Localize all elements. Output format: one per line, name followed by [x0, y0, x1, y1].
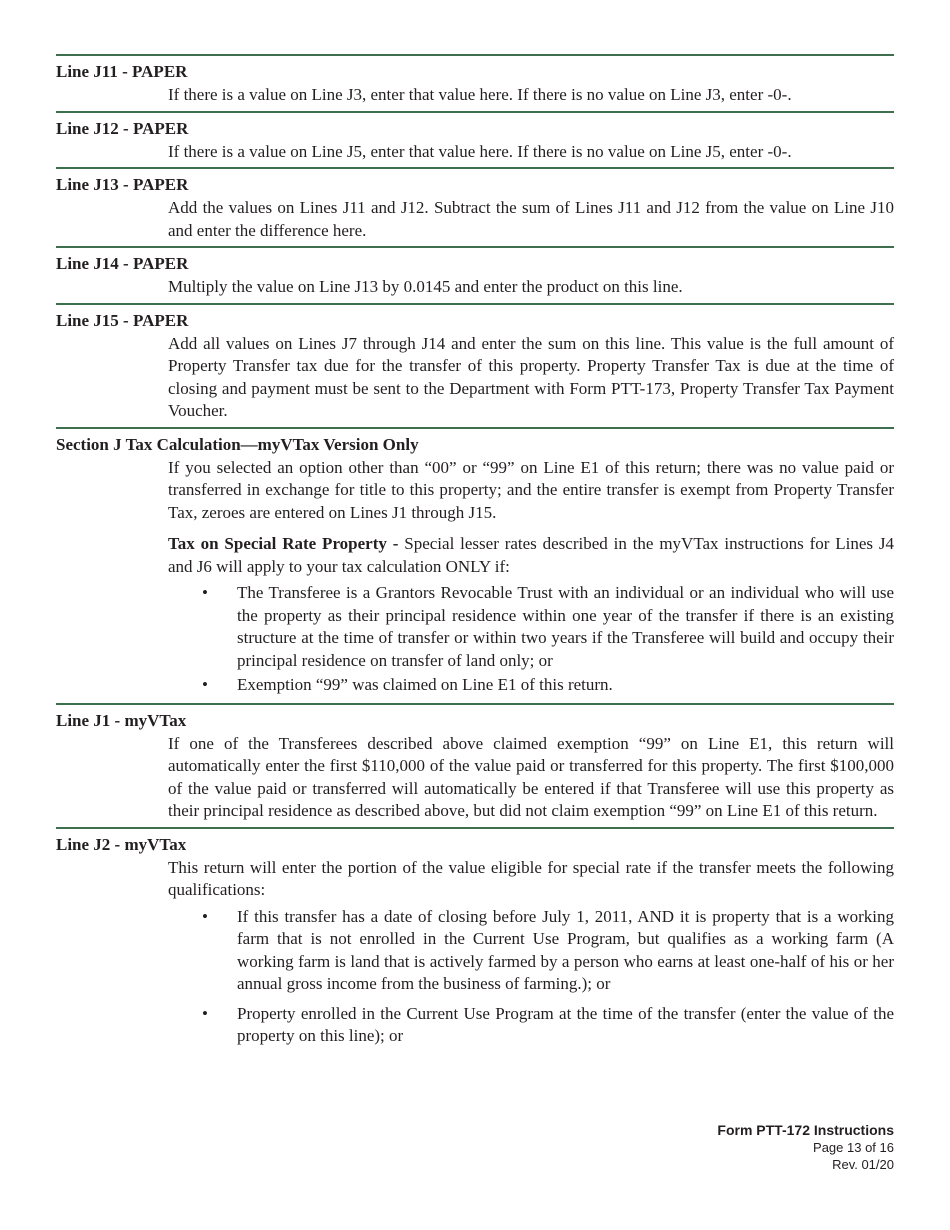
paragraph: Add all values on Lines J7 through J14 and enter the sum on this line. This value is the full amount of Property Transfer tax due for the transfer of this property. Property Transfer Tax is due at the time of closing and payment must be sent to the Department with Form PTT-173, Property Transfer Tax Payment Voucher.: [168, 333, 894, 420]
section-heading: Line J15 - PAPER: [56, 310, 189, 330]
section-body: [168, 333, 894, 423]
section-j-myvtax: [56, 427, 894, 703]
document-body: [56, 54, 894, 1059]
list-item: [168, 582, 894, 672]
page-number: Page 13 of 16: [813, 1140, 894, 1155]
section-heading: Section J Tax Calculation—myVTax Version Only: [56, 434, 419, 454]
paragraph: If there is a value on Line J3, enter that value here. If there is no value on Line J3, enter -0-.: [168, 85, 792, 104]
paragraph: If you selected an option other than “00” or “99” on Line E1 of this return; there was no value paid or transferred in exchange for title to this property; and the entire transfer is exempt from Property Transfer Tax, zeroes are entered on Lines J1 through J15.: [168, 457, 894, 522]
section-heading: Line J14 - PAPER: [56, 254, 189, 273]
bullet-icon: •: [202, 675, 208, 694]
bullet-icon: •: [202, 906, 208, 926]
section-line-j15: [56, 303, 894, 427]
section-line-j13: [56, 167, 894, 246]
special-rate-text: Special lesser rates described in the myVTax instructions for Lines J4 and J6 will apply to your tax calculation ONLY if:: [168, 534, 894, 576]
section-line-j2-myvtax: [56, 827, 894, 1059]
section-heading: Line J2 - myVTax: [56, 834, 187, 854]
section-line-j14: [56, 246, 894, 303]
section-line-j12: [56, 111, 894, 168]
list-item: [168, 674, 894, 697]
section-body: [168, 733, 894, 823]
list-item: [168, 906, 894, 996]
page-footer: [717, 1121, 894, 1173]
section-body: [168, 457, 894, 697]
section-body: [168, 197, 894, 242]
paragraph: Add the values on Lines J11 and J12. Subtract the sum of Lines J11 and J12 from the value on Line J10 and enter the difference here.: [168, 198, 894, 240]
list-item-text: Exemption “99” was claimed on Line E1 of this return.: [237, 675, 613, 694]
section-line-j1-myvtax: [56, 703, 894, 827]
special-rate-lead: Tax on Special Rate Property -: [168, 534, 399, 553]
section-heading: Line J12 - PAPER: [56, 118, 189, 138]
revision-date: Rev. 01/20: [832, 1157, 894, 1172]
list-item-text: The Transferee is a Grantors Revocable Trust with an individual or an individual who will use the property as their principal residence within one year of the transfer if there is an existing structure at the time of transfer or within two years if the Transferee will build and occupy their principal residence on transfer of land only; or: [237, 583, 894, 670]
section-body: [168, 857, 894, 1048]
paragraph: Multiply the value on Line J13 by 0.0145 and enter the product on this line.: [168, 277, 683, 296]
paragraph: This return will enter the portion of the value eligible for special rate if the transfer meets the following qualifications:: [168, 857, 894, 899]
section-heading: Line J11 - PAPER: [56, 62, 188, 81]
section-body: [168, 84, 894, 107]
list-item-text: Property enrolled in the Current Use Program at the time of the transfer (enter the value of the property on this line); or: [237, 1003, 894, 1045]
paragraph: If one of the Transferees described above claimed exemption “99” on Line E1, this return will automatically enter the first $110,000 of the value paid or transferred for this property. The first $100,000 of the value paid or transferred will automatically be entered if that Transferee will use this property as their principal residence as described above, but did not claim exemption “99” on Line E1 of this return.: [168, 733, 894, 820]
section-body: [168, 276, 894, 299]
bullet-icon: •: [202, 1003, 208, 1023]
bullet-list: [168, 906, 894, 1048]
section-heading: Line J1 - myVTax: [56, 710, 187, 730]
bullet-icon: •: [202, 583, 208, 602]
bullet-list: [168, 582, 894, 697]
section-line-j11: [56, 54, 894, 111]
list-item-text: If this transfer has a date of closing before July 1, 2011, AND it is property that is a working farm that is not enrolled in the Current Use Program, but qualifies as a working farm (A working farm is land that is actively farmed by a person who earns at least one-half of his or her annual gross income from the business of farming.); or: [237, 906, 894, 993]
list-item: [168, 1003, 894, 1048]
section-body: [168, 141, 894, 164]
paragraph: If there is a value on Line J5, enter that value here. If there is no value on Line J5, enter -0-.: [168, 141, 792, 161]
special-rate-paragraph: [168, 533, 894, 578]
section-heading: Line J13 - PAPER: [56, 175, 189, 194]
form-title: Form PTT-172 Instructions: [717, 1122, 894, 1138]
